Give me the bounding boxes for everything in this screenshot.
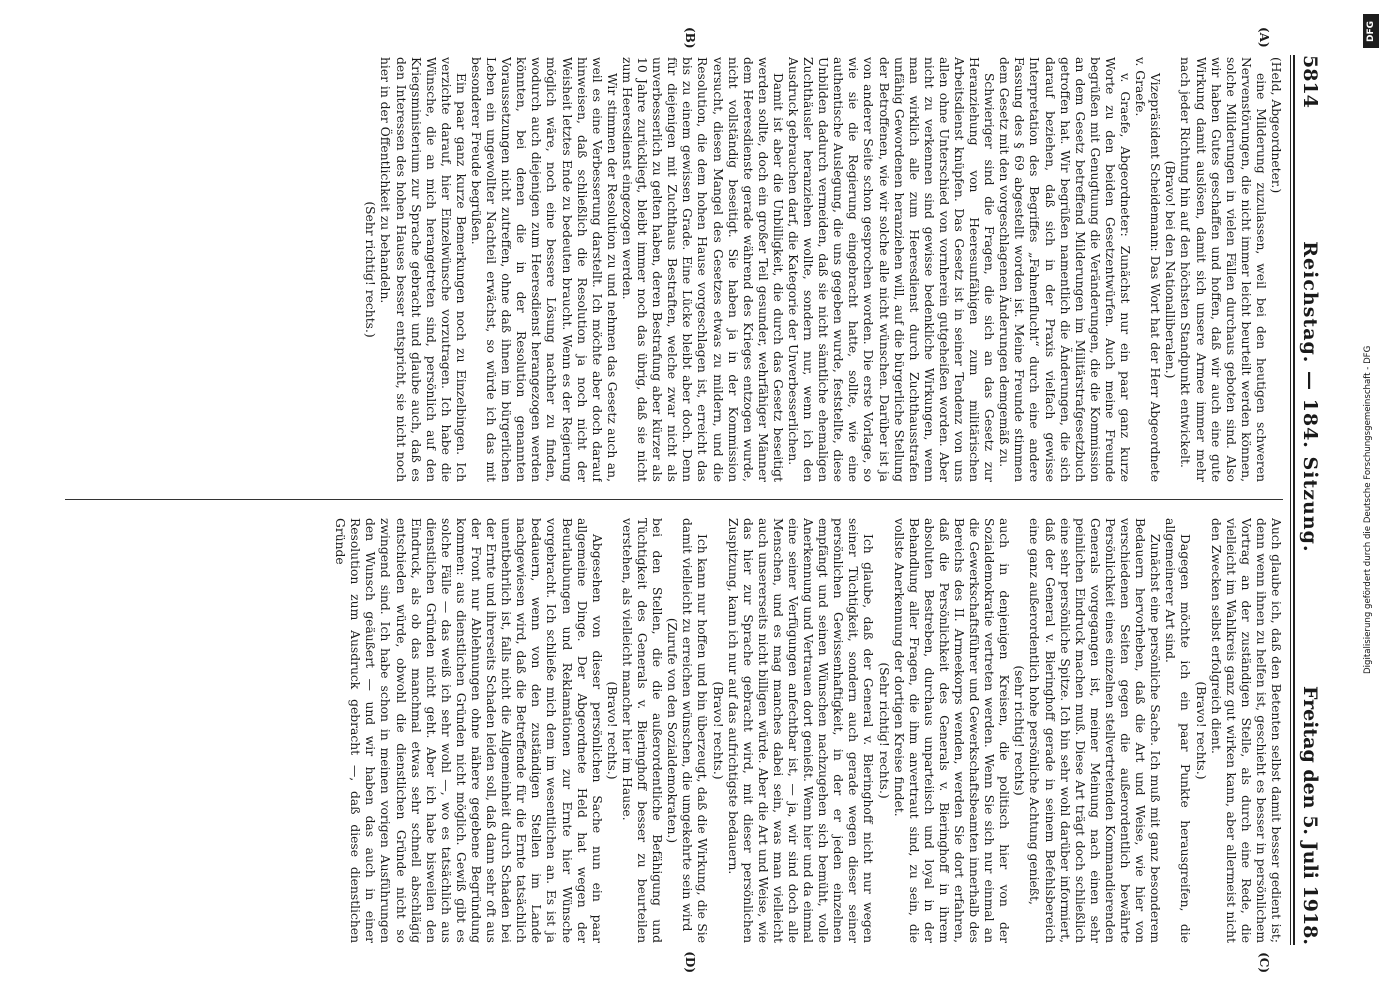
interjection: (sehr richtig! rechts) (1011, 665, 1026, 796)
digitization-sidebar (1361, 6, 1383, 994)
interjection: (Bravo! rechts.) (604, 681, 619, 780)
rotated-page-content (47, 25, 1337, 975)
paragraph: Auch glaube ich, daß den Betenten selbst damit besser gedient ist; denn wenn ihnen zu helfen ist, geschieht es besser in persönlichem Vortrag an der zuständigen Stelle, als durch eine Rede, die vielleicht im Wahlkreis ganz gut wirken kann, aber allermeist nicht den Zwecken selbst erfolgreich dient. (1208, 518, 1283, 943)
paragraph: eine Milderung zuzulassen, weil bei den heutigen schweren Nervenstörungen, die nicht immer leicht beurteilt werden können, solche Milderungen in vielen Fällen durchaus geboten sind. Also wir haben Gutes geschaffen und hoffen, daß wir auch eine gute Wirkung damit auslösen, damit sich unsere Armee immer mehr nach jeder Richtung hin auf den höchsten Standpunkt entwickelt. (1177, 57, 1268, 482)
interjection: (Bravo! rechts.) (1193, 681, 1208, 780)
paragraph: auch in denjenigen Kreisen, die politisch hier von der Sozialdemokratie vertreten werden. Wenn Sie sich nur einmal an die Gewerkschaftsführer und Gewerkschaftsbeamten innerhalb des Bereichs des II. Armeekorps wenden, werden Sie dort erfahren, daß die Persönlichkeit des Generals v. Bieringhoff in ihrem absoluten Bestreben, durchaus unparteiisch und loyal in der Behandlung aller Fragen, die ihm anvertraut sind, zu sein, die vollste Anerkennung der dortigen Kreise findet. (891, 518, 1011, 943)
margin-marker-a: (A) (1256, 27, 1271, 48)
paragraph: Vizepräsident Scheidemann: Das Wort hat der Herr Abgeordnete v. Graefe. (1132, 57, 1162, 482)
interjection: (Sehr richtig! rechts.) (876, 662, 891, 799)
header-rule-thin (1290, 55, 1291, 945)
margin-marker-d: (D) (682, 951, 697, 973)
interjection: (Zurufe von den Sozialdemokraten.) (664, 617, 679, 844)
session-date: Freitag den 5. Juli 1918. (1298, 685, 1321, 945)
paragraph: Damit ist aber die Unbilligkeit, die durch das Gesetz beseitigt werden sollte, doch ein großer Teil gesunder, wehrfähiger Männer dem Heeresdienste gerade während des Krieges entzogen wurde, nicht vollständig beseitigt. Sie haben ja in der Kommission versucht, diesen Mangel des Gesetzes etwas zu mildern, und die Resolution, die dem hohen Hause vorgeschlagen ist, erreicht das bis zu einem gewissen Grade. Eine Lücke bleibt aber doch. Denn für diejenigen mit Zuchthaus Bestraften, welche zwar nicht als unverbesserlich zu gelten haben, deren Bestrafung aber kürzer als 10 Jahre zurückliegt, bleibt immer noch das übrig, daß sie nicht zum Heeresdienst eingezogen werden. (619, 57, 785, 482)
paragraph: Ich glaube, daß der General v. Bieringhoff nicht nur wegen seiner Tüchtigkeit, sondern auch gerade wegen dieser seiner persönlichen Gewissenhaftigkeit, in der er jeden einzelnen empfängt und seinen Wünschen nachzugehen sich bemüht, volle Anerkennung und Vertrauen dort genießt. Wenn hier und da einmal eine seiner Verfügungen anfechtbar ist, — ja, wir sind doch alle Menschen, und es mag manches dabei sein, was man vielleicht auch unsererseits nicht billigen würde. Aber die Art und Weise, wie das hier zur Sprache gebracht wird, mit dieser persönlichen Zuspitzung, kann ich nur auf das aufrichtigste bedauern. (725, 518, 875, 943)
interjection: (Bravo! bei den Nationalliberalen.) (1162, 160, 1177, 379)
speaker-continuation: (Held, Abgeordneter.) (1268, 57, 1283, 194)
column-divider (65, 499, 1283, 500)
margin-marker-b: (B) (682, 27, 697, 49)
left-column (65, 57, 1283, 482)
interjection: (Bravo! rechts.) (710, 681, 725, 780)
margin-marker-c: (C) (1256, 952, 1271, 973)
running-title: Reichstag. — 184. Sitzung. (1298, 241, 1321, 553)
header-rule (1293, 55, 1295, 945)
paragraph: Dagegen möchte ich ein paar Punkte herausgreifen, die allgemeinerer Art sind. (1162, 518, 1192, 943)
paragraph: Zunächst eine persönliche Sache. Ich muß mit ganz besonderem Bedauern hervorheben, daß die Art und Weise, wie hier von verschiedenen Seiten gegen die außerordentlich bewährte Persönlichkeit eines einzelnen stellvertretenden Kommandierenden Generals vorgegangen ist, meiner Meinung nach einen sehr peinlichen Eindruck machen muß. Diese Art trägt doch schließlich eine sehr persönliche Spitze. Ich bin sehr wohl darüber informiert, daß der General v. Bieringhoff gerade in seinem Befehlsbereich eine ganz außerordentlich hohe persönliche Achtung genießt, (1027, 518, 1162, 943)
page-number: 5814 (1298, 55, 1321, 108)
page-header (1299, 55, 1329, 945)
paragraph: Ein paar ganz kurze Bemerkungen noch zu Einzelbingen. Ich verzichte darauf, hier Einzelwünsche vorzutragen. Ich habe die Wünsche, die an mich herangetreten sind, persönlich auf den Kriegsministerium zur Sprache gebracht und glaube auch, daß es den Interessen des hohen Hauses besser entspricht, sie nicht noch hier in der Öffentlichkeit zu behandeln. (377, 57, 468, 482)
dfg-logo: DFG (1363, 14, 1379, 48)
right-column (65, 518, 1283, 943)
paragraph: v. Graefe, Abgeordneter: Zunächst nur ein paar ganz kurze Worte zu den beiden Gesetzentwürfen. Auch meine Freunde begrüßen mit Genugtuung die Veränderungen, die die Kommission an dem Gesetz betreffend Milderungen im Militärstrafgesetzbuch getroffen hat. Wir begrüßen namentlich die Änderungen, die sich darauf beziehen, daß sich in der Praxis vielfach gewisse Interpretation des Begriffes „Fahnenflucht“ durch eine andere Fassung des § 69 abgestellt worden ist. Meine Freunde stimmen dem Gesetz mit den vorgeschlagenen Änderungen demgemäß zu. (996, 57, 1132, 482)
paragraph: Schwieriger sind die Fragen, die sich an das Gesetz zur Heranziehung von Heeresunfähigen zum militärischen Arbeitsdienst knüpfen. Das Gesetz ist in seiner Tendenz von uns allen ohne Unterschied von vornherein gutgeheißen worden. Aber nicht zu verkennen sind gewisse bedenkliche Wirkungen, wenn man wirklich alle zum Heeresdienst durch Zuchthausstrafen unfähig Gewordenen heranziehen will, auf die bürgerliche Stellung der Betroffenen, wie wir solche alle nicht wünschen. Darüber ist ja von anderer Seite schon gesprochen worden. Die erste Vorlage, so wie sie die Regierung eingebracht hatte, sollte, wie eine authentische Auslegung, die uns gegeben wurde, feststellte, diese Unbilden dadurch vermeiden, daß sie nicht sämtliche ehemaligen Zuchthäusler heranziehen wollte, sondern nur, wenn ich den Ausdruck gebrauchen darf, die Kategorie der Unverbesserlichen. (785, 57, 996, 482)
interjection: (Sehr richtig! rechts.) (362, 201, 377, 338)
paragraph: Wir stimmen der Resolution zu und nehmen das Gesetz auch an, weil es eine Verbesserung darstellt. Ich möchte aber doch darauf hinweisen, daß schließlich die Resolution ja noch nicht der Weisheit letztes Ende zu bedeuten braucht. Wenn es der Regierung möglich wäre, noch eine bessere Lösung nachher zu finden, wodurch auch diejenigen zum Heeresdienst herangezogen werden könnten, bei denen die in der Resolution genannten Voraussetzungen nicht zutreffen, ohne daß ihnen im bürgerlichen Leben ein ungewollter Nachteil erwächst, so würde ich das mit besonderer Freude begrüßen. (468, 57, 619, 482)
paragraph: bei den Stellen, die die außerordentliche Befähigung und Tüchtigkeit des Generals v. Bieringhoff besser zu beurteilen verstehen, als vielleicht mancher hier im Hause. (619, 518, 664, 943)
paragraph: Ich kann nur hoffen und bin überzeugt, daß die Wirkung, die Sie damit vielleicht zu erreichen wünschen, die umgekehrte sein wird (679, 518, 709, 943)
digitization-credit: Digitalisierung gefördert durch die Deutsche Forschungsgemeinschaft - DFG (1363, 345, 1373, 674)
paragraph: Abgesehen von dieser persönlichen Sache nun ein paar allgemeine Dinge. Der Abgeordnete Held hat wegen der Beurlaubungen und Reklamationen zur Ernte hier Wünsche vorgebracht. Ich schließe mich dem im wesentlichen an. Es ist ja bedauern, wenn von den zuständigen Stellen im Lande nachgewiesen wird, daß die Betreffende für die Ernte tatsächlich unentbehrlich ist, falls nicht die Allgemeinheit durch Schaden bei der Ernte und ihrerseits Schaden leiden soll, daß dann sehr oft aus der Front nur Ablehnungen ohne nähere gegebene Begründung kommen: aus dienstlichen Gründen nicht möglich. Gewiß gibt es solche Fälle — das weiß ich sehr wohl —, wo es tatsächlich aus dienstlichen Gründen nicht geht. Aber ich habe bisweilen den Eindruck, als ob das manchmal etwas sehr schnell abschlägig entschieden würde, obwohl die dienstlichen Gründe nicht so zwingend sind. Ich habe schon in meinen vorigen Ausführungen den Wunsch geäußert — und wir haben das auch in einer Resolution zum Ausdruck gebracht —, daß diese dienstlichen Gründe (332, 518, 604, 943)
